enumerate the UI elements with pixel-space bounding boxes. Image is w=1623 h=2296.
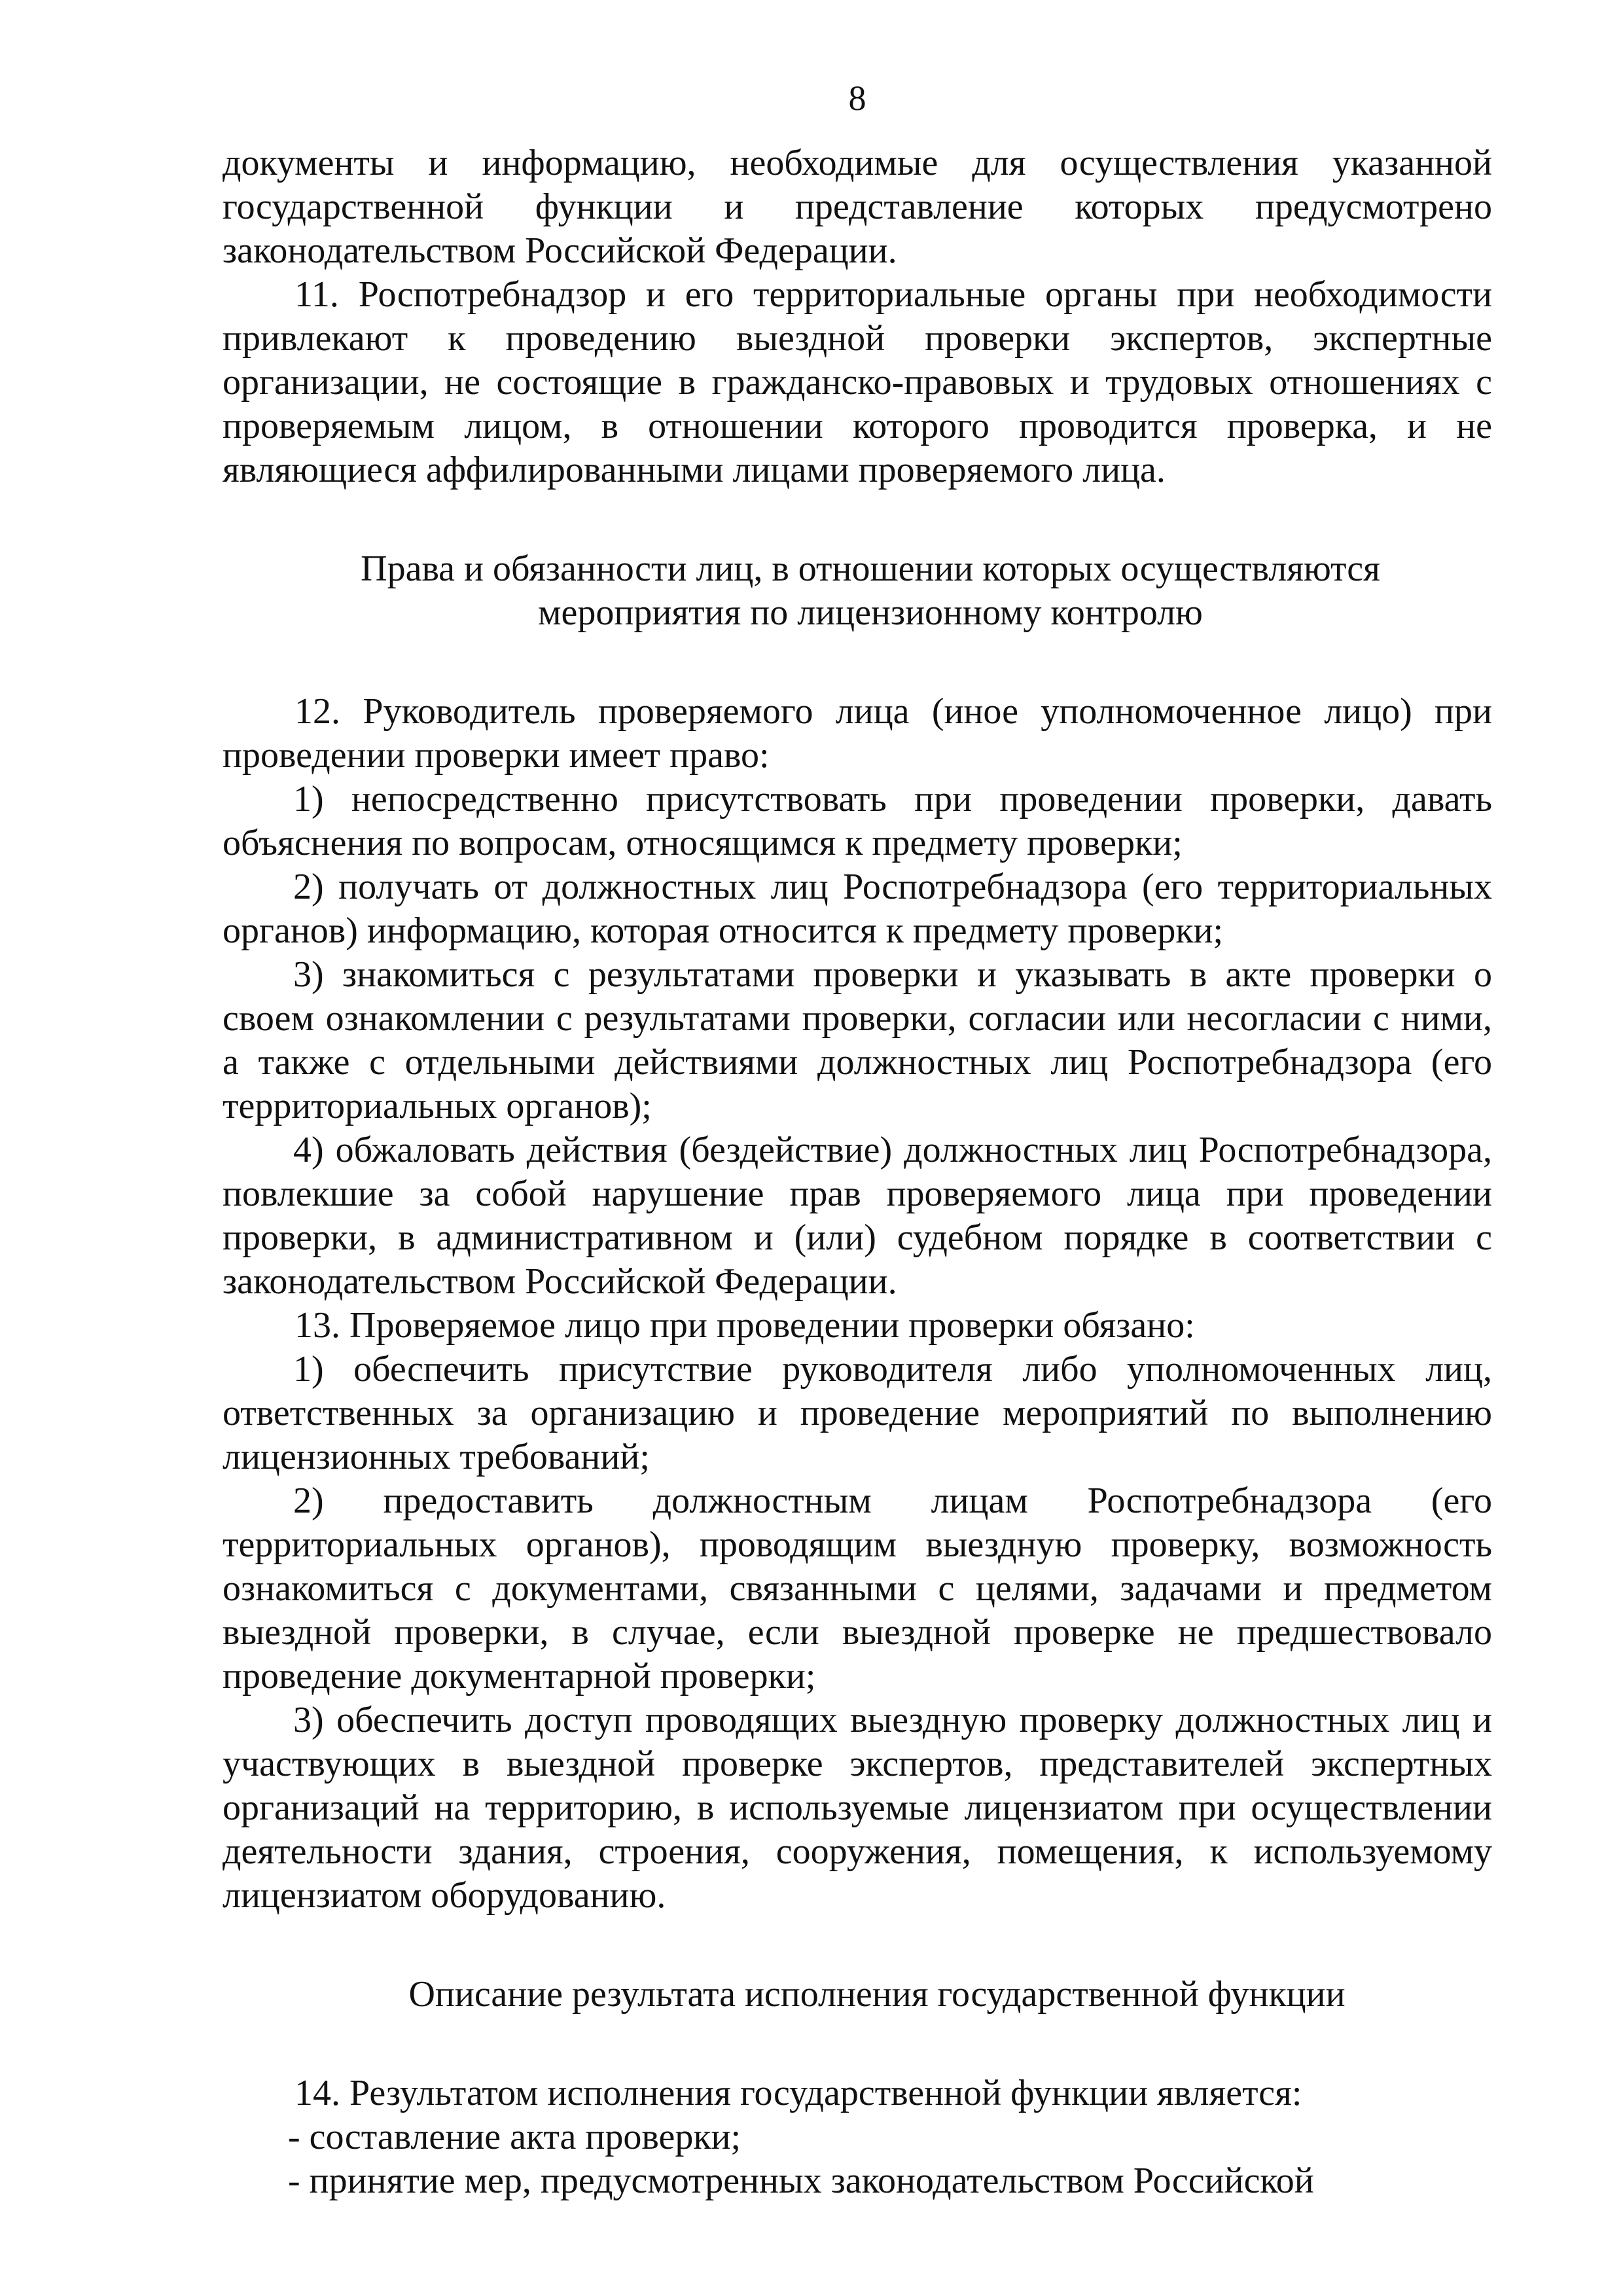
paragraph-12-item-2: 2) получать от должностных лиц Роспотребнадзора (его территориальных органов) информацию, которая относится к предмету проверки;	[223, 867, 1492, 951]
section-heading-rights: Права и обязанности лиц, в отношении которых осуществляются мероприятия по лицензионному контролю	[361, 548, 1380, 633]
paragraph-13-item-3: 3) обеспечить доступ проводящих выездную проверку должностных лиц и участвующих в выездной проверке экспертов, представителей экспертных организаций на территорию, в используемые лицензиатом при осуществлении деятельности здания, строения, сооружения, помещения, к используемому лицензиатом оборудованию.	[223, 1700, 1492, 1916]
section-heading-result: Описание результата исполнения государственной функции	[408, 1974, 1346, 2015]
paragraph-14: 14. Результатом исполнения государственной функции является:	[294, 2073, 1302, 2113]
paragraph-12-item-3: 3) знакомиться с результатами проверки и указывать в акте проверки о своем ознакомлении с результатами проверки, согласии или несогласии с ними, а также с отдельными действиями должностных лиц Роспотребнадзора (его территориальных органов);	[223, 954, 1492, 1126]
paragraph-13-item-2: 2) предоставить должностным лицам Роспотребнадзора (его территориальных органов), проводящим выездную проверку, возможность ознакомиться с документами, связанными с целями, задачами и предметом выездной проверки, в случае, если выездной проверке не предшествовало проведение документарной проверки;	[223, 1480, 1492, 1696]
result-item-2: - принятие мер, предусмотренных законодательством Российской	[288, 2161, 1314, 2201]
paragraph-12-item-4: 4) обжаловать действия (бездействие) должностных лиц Роспотребнадзора, повлекшие за собой нарушение прав проверяемого лица при проведении проверки, в административном и (или) судебном порядке в соответствии с законодательством Российской Федерации.	[223, 1130, 1492, 1302]
paragraph-12-item-1: 1) непосредственно присутствовать при проведении проверки, давать объяснения по вопросам, относящимся к предмету проверки;	[223, 779, 1492, 863]
paragraph-12: 12. Руководитель проверяемого лица (иное уполномоченное лицо) при проведении проверки имеет право:	[223, 691, 1492, 776]
document-page	[223, 79, 1492, 2203]
page-number: 8	[848, 79, 866, 118]
paragraph-13: 13. Проверяемое лицо при проведении проверки обязано:	[294, 1305, 1195, 1346]
result-item-1: - составление акта проверки;	[288, 2117, 741, 2157]
paragraph-continuation: документы и информацию, необходимые для осуществления указанной государственной функции и представление которых предусмотрено законодательством Российской Федерации.	[223, 143, 1492, 271]
paragraph-13-item-1: 1) обеспечить присутствие руководителя либо уполномоченных лиц, ответственных за организацию и проведение мероприятий по выполнению лицензионных требований;	[223, 1349, 1492, 1477]
paragraph-11: 11. Роспотребнадзор и его территориальные органы при необходимости привлекают к проведению выездной проверки экспертов, экспертные организации, не состоящие в гражданско-правовых и трудовых отношениях с проверяемым лицом, в отношении которого проводится проверка, и не являющиеся аффилированными лицами проверяемого лица.	[223, 274, 1492, 490]
